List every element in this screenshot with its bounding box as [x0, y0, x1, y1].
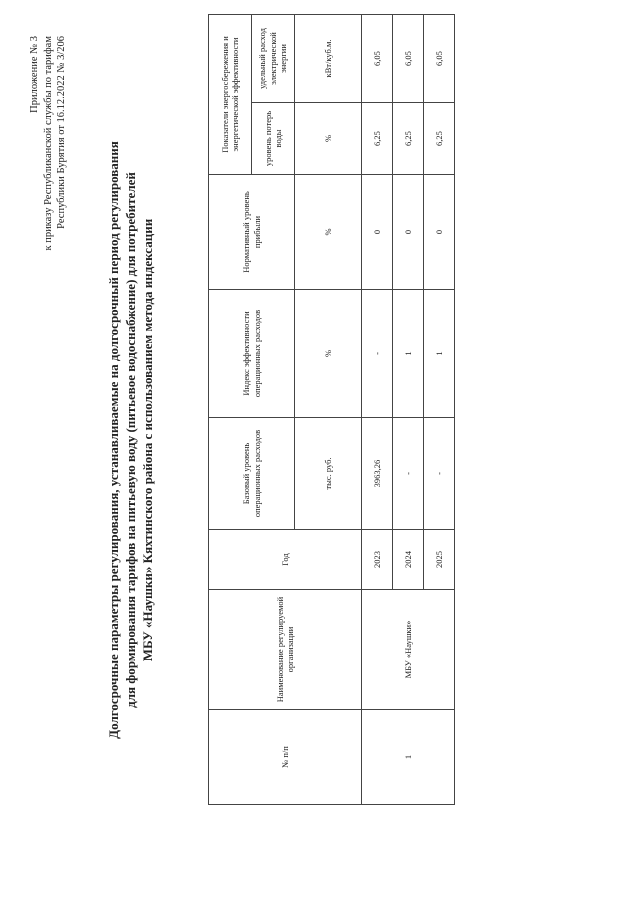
cell-base-opex: -: [393, 418, 424, 530]
header-energy-indicators: Показатели энергосбережения и энергетической эффективности: [209, 15, 252, 175]
table-row: [362, 15, 393, 805]
appendix-number: Приложение № 3: [29, 36, 40, 113]
cell-efficiency-index: 1: [424, 290, 455, 418]
cell-specific-energy: 6,05: [393, 15, 424, 103]
unit-base-opex: тыс. руб.: [295, 418, 362, 530]
parameters-table: [208, 14, 455, 805]
cell-specific-energy: 6,05: [362, 15, 393, 103]
cell-profit-level: 0: [393, 175, 424, 290]
cell-water-loss: 6,25: [424, 103, 455, 175]
unit-water-loss: %: [295, 103, 362, 175]
appendix-order-line: к приказу Республиканской службы по тарифам: [42, 36, 54, 251]
cell-water-loss: 6,25: [393, 103, 424, 175]
cell-efficiency-index: -: [362, 290, 393, 418]
organization-name: МБУ «Наушки»: [362, 590, 455, 710]
cell-profit-level: 0: [362, 175, 393, 290]
title-line-1: Долгосрочные параметры регулирования, устанавливаемые на долгосрочный период регулирования: [106, 141, 121, 739]
header-water-loss: уровень потерь воды: [252, 103, 295, 175]
title-line-3: МБУ «Наушки» Кяхтинского района с использованием метода индексации: [140, 218, 155, 662]
header-row: [209, 15, 252, 805]
header-organization: Наименование регулируемой организации: [209, 590, 362, 710]
cell-base-opex: 3963,26: [362, 418, 393, 530]
cell-water-loss: 6,25: [362, 103, 393, 175]
appendix-reference: [28, 36, 69, 416]
header-year: Год: [209, 530, 362, 590]
header-base-opex: Базовый уровень операционных расходов: [209, 418, 295, 530]
unit-specific-energy: кВт/куб.м.: [295, 15, 362, 103]
header-num: № п/п: [209, 710, 362, 805]
header-specific-energy: удельный расход электрической энергии: [252, 15, 295, 103]
unit-profit-level: %: [295, 175, 362, 290]
header-efficiency-index: Индекс эффективности операционных расходов: [209, 290, 295, 418]
header-profit-level: Нормативный уровень прибыли: [209, 175, 295, 290]
cell-efficiency-index: 1: [393, 290, 424, 418]
cell-profit-level: 0: [424, 175, 455, 290]
cell-year: 2023: [362, 530, 393, 590]
document-title: [105, 75, 156, 805]
row-number: 1: [362, 710, 455, 805]
unit-efficiency-index: %: [295, 290, 362, 418]
appendix-order-date: Республики Бурятия от 16.12.2022 № 3/206: [56, 36, 67, 229]
title-line-2: для формирования тарифов на питьевую воду (питьевое водоснабжение) для потребителей: [123, 172, 138, 708]
cell-specific-energy: 6,05: [424, 15, 455, 103]
cell-base-opex: -: [424, 418, 455, 530]
cell-year: 2025: [424, 530, 455, 590]
cell-year: 2024: [393, 530, 424, 590]
